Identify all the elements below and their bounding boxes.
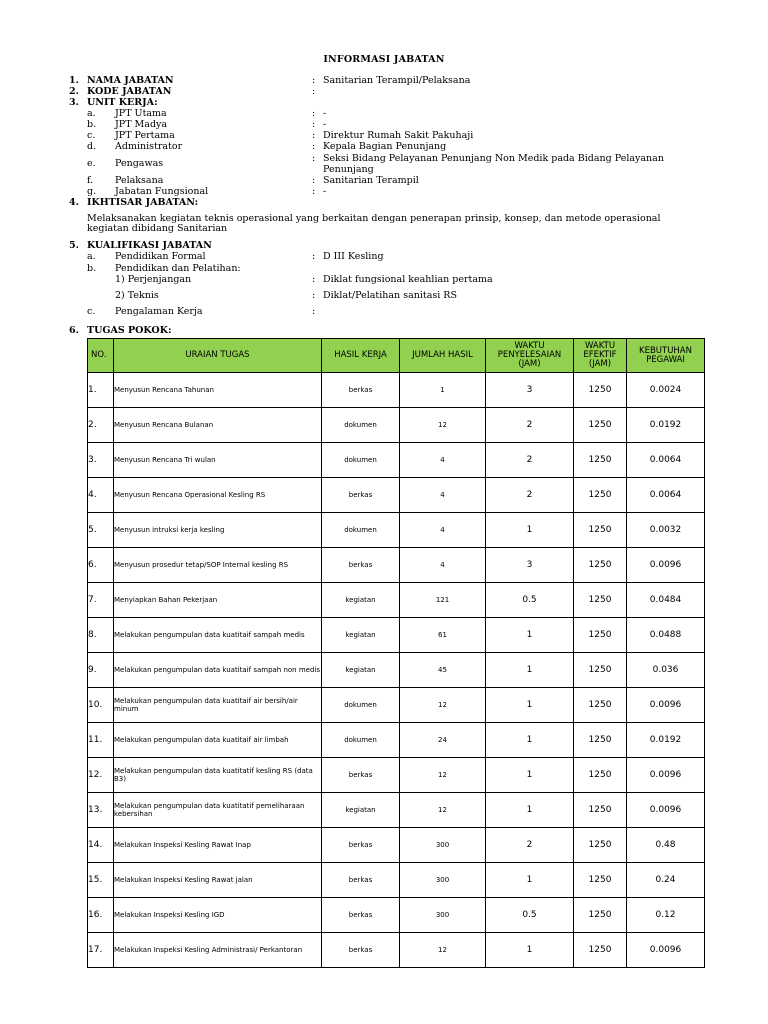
colon: : (312, 290, 316, 301)
section-label: KUALIFIKASI JABATAN (87, 240, 212, 251)
cell-hasil-kerja: berkas (322, 478, 400, 513)
cell-kebutuhan-pegawai: 0.0064 (627, 478, 705, 513)
table-row (88, 723, 705, 758)
ikhtisar-line: kegiatan dibidang Sanitarian (87, 223, 228, 234)
cell-waktu-penyelesaian: 1 (486, 688, 574, 723)
cell-jumlah-hasil: 300 (400, 898, 486, 933)
cell-jumlah-hasil: 12 (400, 408, 486, 443)
cell-uraian-tugas: Melakukan Inspeksi Kesling Rawat Inap (114, 828, 322, 863)
cell-waktu-penyelesaian: 3 (486, 548, 574, 583)
cell-hasil-kerja: kegiatan (322, 583, 400, 618)
cell-hasil-kerja: berkas (322, 863, 400, 898)
item-letter: e. (87, 158, 96, 169)
cell-kebutuhan-pegawai: 0.0032 (627, 513, 705, 548)
cell-waktu-penyelesaian: 2 (486, 828, 574, 863)
cell-uraian-tugas: Melakukan Inspeksi Kesling Rawat jalan (114, 863, 322, 898)
cell-waktu-penyelesaian: 0.5 (486, 583, 574, 618)
cell-no: 13. (88, 793, 114, 828)
cell-waktu-penyelesaian: 1 (486, 653, 574, 688)
cell-no: 5. (88, 513, 114, 548)
cell-kebutuhan-pegawai: 0.0024 (627, 373, 705, 408)
cell-kebutuhan-pegawai: 0.0096 (627, 688, 705, 723)
header-no: NO. (88, 339, 114, 373)
cell-jumlah-hasil: 12 (400, 758, 486, 793)
item-label: Administrator (115, 141, 183, 152)
cell-hasil-kerja: dokumen (322, 408, 400, 443)
cell-no: 2. (88, 408, 114, 443)
table-row (88, 863, 705, 898)
cell-kebutuhan-pegawai: 0.24 (627, 863, 705, 898)
item-label: JPT Madya (115, 119, 168, 130)
section-label: KODE JABATAN (87, 86, 172, 97)
cell-kebutuhan-pegawai: 0.0096 (627, 933, 705, 968)
cell-uraian-tugas: Melakukan pengumpulan data kuatitaif sampah medis (114, 618, 322, 653)
section-number: 2. (69, 86, 79, 97)
nama-jabatan-value: Sanitarian Terampil/Pelaksana (323, 75, 471, 86)
cell-no: 4. (88, 478, 114, 513)
item-value: Penunjang (323, 164, 374, 175)
cell-waktu-efektif: 1250 (574, 583, 627, 618)
cell-waktu-penyelesaian: 2 (486, 408, 574, 443)
item-letter: a. (87, 108, 96, 119)
item-value: Seksi Bidang Pelayanan Penunjang Non Medik pada Bidang Pelayanan (323, 153, 664, 164)
item-value: - (323, 186, 327, 197)
cell-waktu-efektif: 1250 (574, 373, 627, 408)
cell-waktu-penyelesaian: 1 (486, 758, 574, 793)
header-uraian-tugas: URAIAN TUGAS (114, 339, 322, 373)
colon: : (312, 274, 316, 285)
cell-kebutuhan-pegawai: 0.0096 (627, 758, 705, 793)
section-label: UNIT KERJA: (87, 97, 158, 108)
cell-waktu-efektif: 1250 (574, 828, 627, 863)
cell-uraian-tugas: Menyusun Rencana Tahunan (114, 373, 322, 408)
cell-no: 15. (88, 863, 114, 898)
table-header-row (88, 339, 705, 373)
cell-waktu-penyelesaian: 2 (486, 443, 574, 478)
header-waktu-efektif: WAKTU EFEKTIF (JAM) (574, 339, 627, 373)
cell-no: 14. (88, 828, 114, 863)
item-letter: c. (87, 130, 96, 141)
item-label: Pendidikan dan Pelatihan: (115, 263, 241, 274)
cell-waktu-efektif: 1250 (574, 478, 627, 513)
cell-waktu-penyelesaian: 1 (486, 618, 574, 653)
item-label: Pengawas (115, 158, 164, 169)
cell-uraian-tugas: Menyusun Rencana Tri wulan (114, 443, 322, 478)
item-value: - (323, 108, 327, 119)
cell-uraian-tugas: Melakukan Inspeksi Kesling IGD (114, 898, 322, 933)
item-letter: d. (87, 141, 97, 152)
cell-hasil-kerja: berkas (322, 758, 400, 793)
table-row (88, 898, 705, 933)
cell-uraian-tugas: Melakukan pengumpulan data kuatitatif kesling RS (data B3) (114, 758, 322, 793)
colon: : (312, 251, 316, 262)
cell-uraian-tugas: Menyiapkan Bahan Pekerjaan (114, 583, 322, 618)
colon: : (312, 141, 316, 152)
ikhtisar-line: Melaksanakan kegiatan teknis operasional yang berkaitan dengan penerapan prinsip, konsep, dan metode operasional (87, 213, 661, 224)
cell-waktu-penyelesaian: 1 (486, 513, 574, 548)
item-label: Pendidikan Formal (115, 251, 206, 262)
cell-no: 7. (88, 583, 114, 618)
item-value: Direktur Rumah Sakit Pakuhaji (323, 130, 474, 141)
table-row (88, 408, 705, 443)
header-kebutuhan-pegawai: KEBUTUHAN PEGAWAI (627, 339, 705, 373)
table-row (88, 373, 705, 408)
cell-waktu-penyelesaian: 3 (486, 373, 574, 408)
cell-kebutuhan-pegawai: 0.0096 (627, 793, 705, 828)
cell-hasil-kerja: dokumen (322, 688, 400, 723)
cell-kebutuhan-pegawai: 0.0192 (627, 723, 705, 758)
cell-jumlah-hasil: 4 (400, 548, 486, 583)
cell-waktu-efektif: 1250 (574, 793, 627, 828)
cell-no: 10. (88, 688, 114, 723)
table-row (88, 828, 705, 863)
cell-hasil-kerja: kegiatan (322, 793, 400, 828)
item-label: Jabatan Fungsional (115, 186, 209, 197)
cell-waktu-penyelesaian: 2 (486, 478, 574, 513)
cell-jumlah-hasil: 4 (400, 478, 486, 513)
cell-waktu-efektif: 1250 (574, 723, 627, 758)
cell-waktu-efektif: 1250 (574, 513, 627, 548)
table-row (88, 513, 705, 548)
cell-uraian-tugas: Melakukan pengumpulan data kuatitaif air bersih/air minum (114, 688, 322, 723)
cell-jumlah-hasil: 1 (400, 373, 486, 408)
section-number: 3. (69, 97, 79, 108)
cell-waktu-efektif: 1250 (574, 548, 627, 583)
table-row (88, 653, 705, 688)
section-number: 5. (69, 240, 79, 251)
cell-waktu-efektif: 1250 (574, 408, 627, 443)
cell-no: 6. (88, 548, 114, 583)
item-value: D III Kesling (323, 251, 384, 262)
colon: : (312, 130, 316, 141)
item-letter: c. (87, 306, 96, 317)
document-title: INFORMASI JABATAN (323, 54, 445, 65)
cell-waktu-penyelesaian: 1 (486, 723, 574, 758)
cell-hasil-kerja: berkas (322, 548, 400, 583)
cell-no: 12. (88, 758, 114, 793)
section-number: 6. (69, 325, 79, 336)
cell-uraian-tugas: Melakukan Inspeksi Kesling Administrasi/ Perkantoran (114, 933, 322, 968)
cell-jumlah-hasil: 45 (400, 653, 486, 688)
cell-kebutuhan-pegawai: 0.0488 (627, 618, 705, 653)
cell-jumlah-hasil: 12 (400, 793, 486, 828)
cell-hasil-kerja: kegiatan (322, 653, 400, 688)
cell-waktu-efektif: 1250 (574, 933, 627, 968)
cell-no: 17. (88, 933, 114, 968)
cell-waktu-penyelesaian: 1 (486, 863, 574, 898)
cell-hasil-kerja: berkas (322, 898, 400, 933)
cell-no: 3. (88, 443, 114, 478)
table-row (88, 933, 705, 968)
item-value: Diklat/Pelatihan sanitasi RS (323, 290, 457, 301)
cell-waktu-efektif: 1250 (574, 618, 627, 653)
cell-uraian-tugas: Melakukan pengumpulan data kuatitaif sampah non medis (114, 653, 322, 688)
item-label: Pengalaman Kerja (115, 306, 203, 317)
item-label: 1) Perjenjangan (115, 274, 192, 285)
cell-waktu-efektif: 1250 (574, 443, 627, 478)
cell-uraian-tugas: Melakukan pengumpulan data kuatitaif air limbah (114, 723, 322, 758)
cell-kebutuhan-pegawai: 0.12 (627, 898, 705, 933)
table-row (88, 443, 705, 478)
cell-no: 1. (88, 373, 114, 408)
cell-no: 11. (88, 723, 114, 758)
colon: : (312, 86, 316, 97)
cell-jumlah-hasil: 121 (400, 583, 486, 618)
cell-kebutuhan-pegawai: 0.036 (627, 653, 705, 688)
cell-waktu-efektif: 1250 (574, 688, 627, 723)
section-label: TUGAS POKOK: (87, 325, 172, 336)
item-value: Kepala Bagian Penunjang (323, 141, 447, 152)
ikhtisar-paragraph (87, 214, 687, 234)
item-label: JPT Utama (115, 108, 167, 119)
cell-waktu-efektif: 1250 (574, 863, 627, 898)
colon: : (312, 186, 316, 197)
cell-waktu-efektif: 1250 (574, 898, 627, 933)
cell-uraian-tugas: Menyusun Rencana Operasional Kesling RS (114, 478, 322, 513)
cell-jumlah-hasil: 12 (400, 933, 486, 968)
tugas-pokok-table (87, 338, 705, 968)
cell-jumlah-hasil: 61 (400, 618, 486, 653)
cell-hasil-kerja: dokumen (322, 513, 400, 548)
cell-jumlah-hasil: 4 (400, 443, 486, 478)
cell-hasil-kerja: berkas (322, 933, 400, 968)
item-label: JPT Pertama (115, 130, 175, 141)
cell-waktu-efektif: 1250 (574, 653, 627, 688)
cell-kebutuhan-pegawai: 0.48 (627, 828, 705, 863)
colon: : (312, 175, 316, 186)
section-label: NAMA JABATAN (87, 75, 174, 86)
cell-waktu-penyelesaian: 1 (486, 793, 574, 828)
cell-waktu-penyelesaian: 1 (486, 933, 574, 968)
cell-jumlah-hasil: 300 (400, 863, 486, 898)
table-row (88, 793, 705, 828)
cell-kebutuhan-pegawai: 0.0192 (627, 408, 705, 443)
item-letter: g. (87, 186, 97, 197)
item-letter: b. (87, 263, 97, 274)
header-waktu-penyelesaian: WAKTU PENYELESAIAN (JAM) (486, 339, 574, 373)
cell-no: 9. (88, 653, 114, 688)
colon: : (312, 108, 316, 119)
cell-uraian-tugas: Menyusun intruksi kerja kesling (114, 513, 322, 548)
cell-no: 8. (88, 618, 114, 653)
table-row (88, 548, 705, 583)
item-letter: b. (87, 119, 97, 130)
item-value: Diklat fungsional keahlian pertama (323, 274, 493, 285)
cell-jumlah-hasil: 24 (400, 723, 486, 758)
cell-uraian-tugas: Melakukan pengumpulan data kuatitatif pemeliharaan kebersihan (114, 793, 322, 828)
item-value: - (323, 119, 327, 130)
item-label: 2) Teknis (115, 290, 159, 301)
cell-jumlah-hasil: 12 (400, 688, 486, 723)
cell-no: 16. (88, 898, 114, 933)
table-row (88, 758, 705, 793)
cell-hasil-kerja: berkas (322, 373, 400, 408)
section-number: 4. (69, 197, 79, 208)
colon: : (312, 119, 316, 130)
table-row (88, 583, 705, 618)
header-jumlah-hasil: JUMLAH HASIL (400, 339, 486, 373)
section-label: IKHTISAR JABATAN: (87, 197, 199, 208)
item-value: Sanitarian Terampil (323, 175, 419, 186)
colon: : (312, 306, 316, 317)
item-label: Pelaksana (115, 175, 164, 186)
item-letter: f. (87, 175, 94, 186)
table-row (88, 478, 705, 513)
item-letter: a. (87, 251, 96, 262)
cell-waktu-penyelesaian: 0.5 (486, 898, 574, 933)
cell-jumlah-hasil: 300 (400, 828, 486, 863)
cell-hasil-kerja: dokumen (322, 443, 400, 478)
colon: : (312, 153, 316, 164)
cell-uraian-tugas: Menyusun prosedur tetap/SOP Internal kesling RS (114, 548, 322, 583)
cell-kebutuhan-pegawai: 0.0484 (627, 583, 705, 618)
table-row (88, 618, 705, 653)
cell-kebutuhan-pegawai: 0.0096 (627, 548, 705, 583)
cell-waktu-efektif: 1250 (574, 758, 627, 793)
cell-hasil-kerja: dokumen (322, 723, 400, 758)
table-row (88, 688, 705, 723)
cell-jumlah-hasil: 4 (400, 513, 486, 548)
cell-hasil-kerja: kegiatan (322, 618, 400, 653)
header-hasil-kerja: HASIL KERJA (322, 339, 400, 373)
cell-uraian-tugas: Menyusun Rencana Bulanan (114, 408, 322, 443)
colon: : (312, 75, 316, 86)
cell-kebutuhan-pegawai: 0.0064 (627, 443, 705, 478)
cell-hasil-kerja: berkas (322, 828, 400, 863)
section-number: 1. (69, 75, 79, 86)
